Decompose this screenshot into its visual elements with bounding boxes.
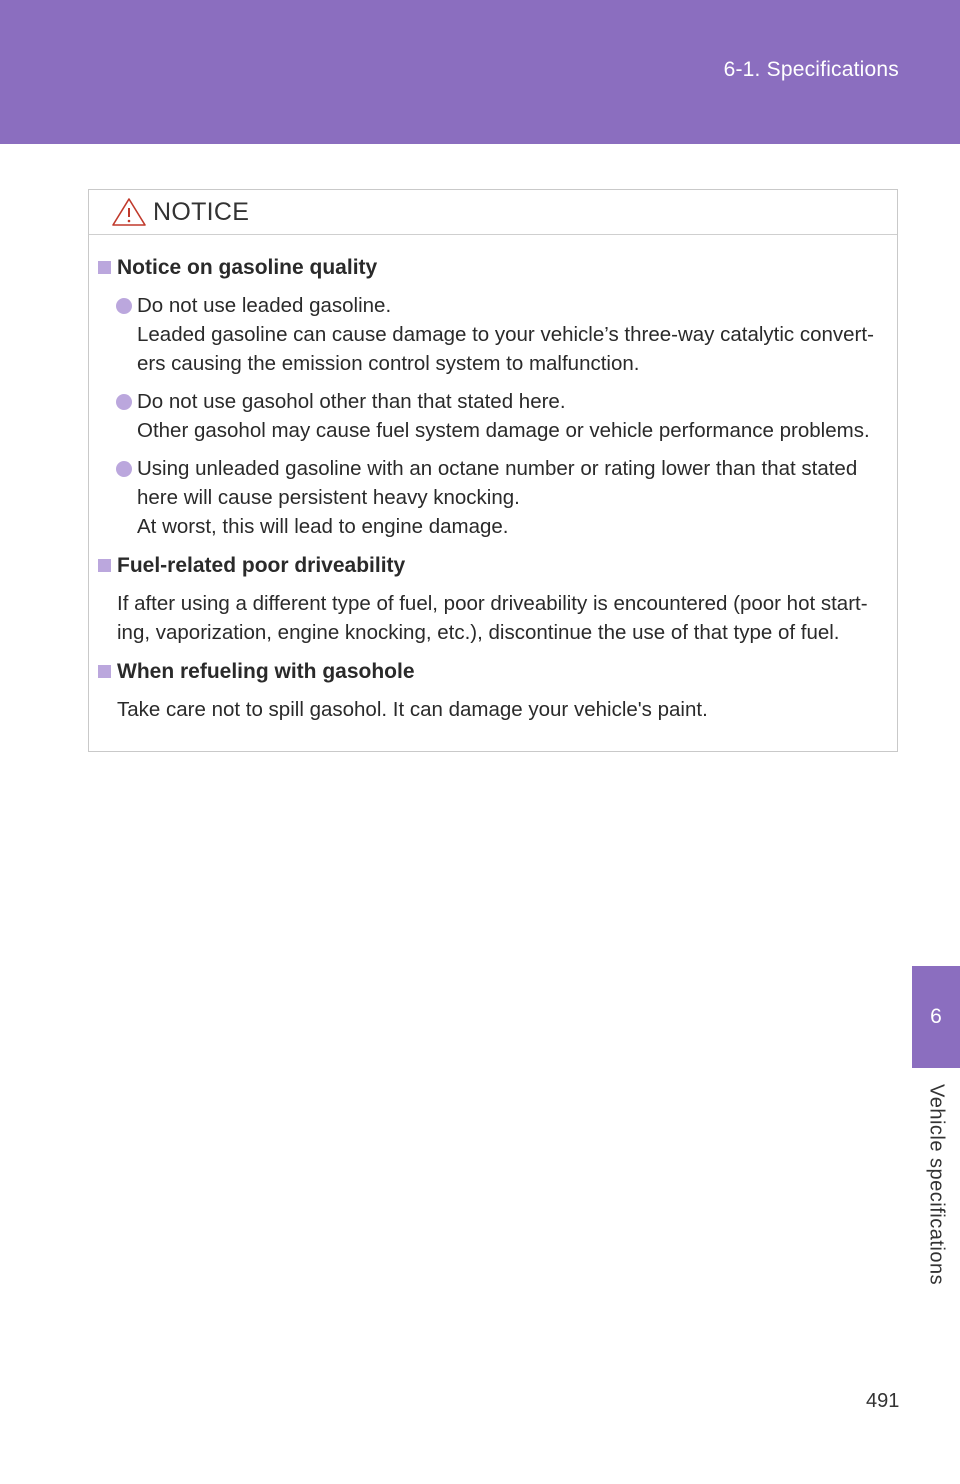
section-paragraph: If after using a different type of fuel, poor driveability is encountered (poor hot start- ing, vaporization, engine knocking, etc.), discontinue the use of that type of fuel. [117,592,868,644]
section-title: 6-1. Specifications [723,58,899,81]
section-gasoline-quality [97,253,887,541]
notice-title: NOTICE [153,197,250,226]
section-refueling-gasohol [97,657,887,724]
circle-bullet-icon [116,394,132,410]
section-heading: When refueling with gasohole [97,657,887,686]
section-heading: Fuel-related poor driveability [97,551,887,580]
notice-body [89,235,897,724]
warning-triangle-icon [111,197,147,227]
list-item: Using unleaded gasoline with an octane number or rating lower than that stated here will cause persistent heavy knocking. At worst, this will lead to engine damage. [97,454,887,541]
section-heading: Notice on gasoline quality [97,253,887,282]
notice-box [88,189,898,752]
square-bullet-icon [98,665,111,678]
chapter-number: 6 [930,1005,942,1028]
square-bullet-icon [98,261,111,274]
list-item: Do not use gasohol other than that stated here. Other gasohol may cause fuel system damage or vehicle performance problems. [97,387,887,445]
section-paragraph: Take care not to spill gasohol. It can damage your vehicle's paint. [117,698,708,721]
page-number: 491 [866,1390,900,1412]
list-item: Do not use leaded gasoline. Leaded gasoline can cause damage to your vehicle’s three-way catalytic convert- ers causing the emission control system to malfunction. [97,291,887,378]
chapter-tab [912,966,960,1068]
notice-header [89,190,897,235]
section-poor-driveability [97,551,887,647]
page-header [0,0,960,144]
circle-bullet-icon [116,298,132,314]
circle-bullet-icon [116,461,132,477]
square-bullet-icon [98,559,111,572]
